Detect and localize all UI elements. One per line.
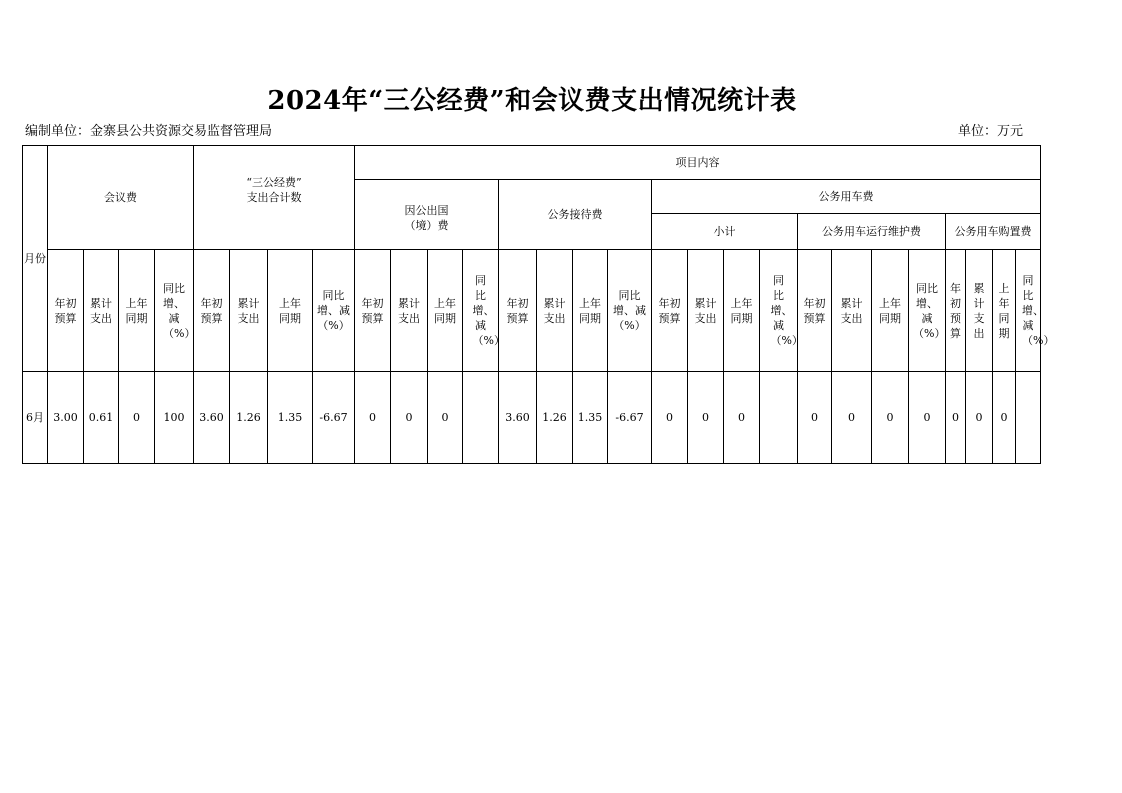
header-vehicle-purchase <box>946 214 1041 250</box>
cell-value: 0 <box>355 372 391 464</box>
cell-value: 0 <box>391 372 428 464</box>
subheader-yoy-g7 <box>1016 250 1055 372</box>
subheader-label: 累计支出 <box>694 296 717 325</box>
subheader-label: 上年同期 <box>879 296 901 325</box>
table-row <box>23 372 1041 464</box>
subheader-yoy-g4 <box>608 250 652 372</box>
cell-value: 0 <box>428 372 463 464</box>
cell-value: 0 <box>966 372 993 464</box>
cell-value: 3.60 <box>499 372 537 464</box>
subheader-label: 年初预算 <box>54 296 77 325</box>
cell-value: 0 <box>119 372 155 464</box>
subheader-last-year-g6 <box>872 250 909 372</box>
cell-value: 0 <box>909 372 946 464</box>
subheader-last-year-g4 <box>573 250 608 372</box>
header-project <box>355 146 1041 180</box>
subheader-label: 累计支出 <box>973 281 985 340</box>
subheader-yoy-g6 <box>909 250 946 372</box>
subheader-last-year-g3 <box>428 250 463 372</box>
cell-value <box>760 372 798 464</box>
cell-value: 0 <box>688 372 724 464</box>
cell-value: 3.60 <box>194 372 230 464</box>
cell-value: 100 <box>155 372 194 464</box>
header-subtotal <box>652 214 798 250</box>
cell-value: 1.26 <box>230 372 268 464</box>
header-meeting <box>48 146 194 250</box>
subheader-last-year-g5 <box>724 250 760 372</box>
subheader-last-year-g1 <box>119 250 155 372</box>
subheader-label: 年初预算 <box>803 296 826 325</box>
cell-value: -6.67 <box>608 372 652 464</box>
subheader-budget-g1 <box>48 250 84 372</box>
cell-value: 1.26 <box>537 372 573 464</box>
cell-value: 0 <box>652 372 688 464</box>
header-three-total <box>194 146 355 250</box>
subheader-budget-g2 <box>194 250 230 372</box>
header-three-total-line2: 支出合计数 <box>246 190 302 204</box>
header-abroad <box>355 180 499 250</box>
subheader-label: 年初预算 <box>200 296 223 325</box>
subheader-label: 上年同期 <box>434 296 456 325</box>
subheader-label: 年初预算 <box>658 296 681 325</box>
subheader-label: 同比增、减（%） <box>613 289 646 332</box>
header-vehicle-purchase-label: 公务用车购置费 <box>954 225 1032 238</box>
header-project-label: 项目内容 <box>675 156 720 169</box>
cell-value: 1.35 <box>268 372 313 464</box>
unit-label: 单位：万元 <box>958 124 1024 139</box>
cell-month: 6月 <box>23 372 48 464</box>
cell-value: 0 <box>724 372 760 464</box>
header-month <box>23 146 48 372</box>
header-subtotal-label: 小计 <box>713 225 736 238</box>
header-abroad-line2: （境）费 <box>404 218 449 232</box>
subheader-label: 上年同期 <box>998 281 1010 340</box>
subheader-label: 累计支出 <box>90 296 112 325</box>
cell-value: 0 <box>993 372 1016 464</box>
header-meeting-label: 会议费 <box>104 191 137 204</box>
header-month-label: 月份 <box>24 252 46 265</box>
cell-value <box>1016 372 1041 464</box>
subheader-label: 年初预算 <box>950 281 961 340</box>
subheader-budget-g6 <box>798 250 832 372</box>
subheader-label: 累计支出 <box>840 296 863 325</box>
subheader-spent-g4 <box>537 250 573 372</box>
subheader-last-year-g7 <box>993 250 1016 372</box>
header-vehicle-label: 公务用车费 <box>818 190 874 203</box>
subheader-label: 同比增、减（%） <box>163 281 196 340</box>
subheader-label: 上年同期 <box>730 296 753 325</box>
subheader-spent-g6 <box>832 250 872 372</box>
subheader-budget-g5 <box>652 250 688 372</box>
subheader-label: 累计支出 <box>543 296 566 325</box>
subheader-label: 同比增、减（%） <box>913 281 946 340</box>
cell-value: -6.67 <box>313 372 355 464</box>
header-vehicle-maint-label: 公务用车运行维护费 <box>822 225 921 238</box>
subheader-row <box>23 250 1041 372</box>
header-vehicle-maint <box>798 214 946 250</box>
subheader-label: 累计支出 <box>237 296 260 325</box>
subheader-label: 同比增、减（%） <box>472 274 505 347</box>
subheader-yoy-g5 <box>760 250 803 372</box>
subheader-budget-g4 <box>499 250 537 372</box>
page-title: 2024年“三公经费”和会议费支出情况统计表 <box>267 86 797 116</box>
header-reception <box>499 180 652 250</box>
subheader-spent-g1 <box>84 250 119 372</box>
cell-value: 3.00 <box>48 372 84 464</box>
cell-value: 0 <box>946 372 966 464</box>
cell-value: 0.61 <box>84 372 119 464</box>
subheader-label: 年初预算 <box>361 296 384 325</box>
cell-value: 0 <box>798 372 832 464</box>
stats-table <box>22 145 1055 464</box>
subheader-spent-g2 <box>230 250 268 372</box>
subheader-spent-g5 <box>688 250 724 372</box>
org-label: 编制单位：金寨县公共资源交易监督管理局 <box>25 124 273 139</box>
cell-value: 0 <box>832 372 872 464</box>
cell-value <box>463 372 499 464</box>
subheader-yoy-g2 <box>313 250 355 372</box>
subheader-spent-g7 <box>966 250 993 372</box>
subheader-label: 年初预算 <box>506 296 529 325</box>
subheader-yoy-g1 <box>155 250 194 372</box>
subheader-label: 上年同期 <box>579 296 601 325</box>
subheader-budget-g3 <box>355 250 391 372</box>
subheader-spent-g3 <box>391 250 428 372</box>
subheader-label: 同比增、减（%） <box>317 289 350 332</box>
subheader-label: 上年同期 <box>279 296 301 325</box>
header-abroad-line1: 因公出国 <box>404 203 449 217</box>
subheader-label: 累计支出 <box>398 296 420 325</box>
subheader-label: 同比增、减（%） <box>770 274 803 347</box>
subheader-budget-g7 <box>946 250 966 372</box>
header-reception-label: 公务接待费 <box>547 208 603 221</box>
subheader-label: 上年同期 <box>125 296 148 325</box>
cell-value: 0 <box>872 372 909 464</box>
header-vehicle <box>652 180 1041 214</box>
subheader-label: 同比增、减（%） <box>1022 274 1055 347</box>
header-three-total-line1: “三公经费” <box>246 175 302 189</box>
subheader-last-year-g2 <box>268 250 313 372</box>
subheader-yoy-g3 <box>463 250 505 372</box>
cell-value: 1.35 <box>573 372 608 464</box>
